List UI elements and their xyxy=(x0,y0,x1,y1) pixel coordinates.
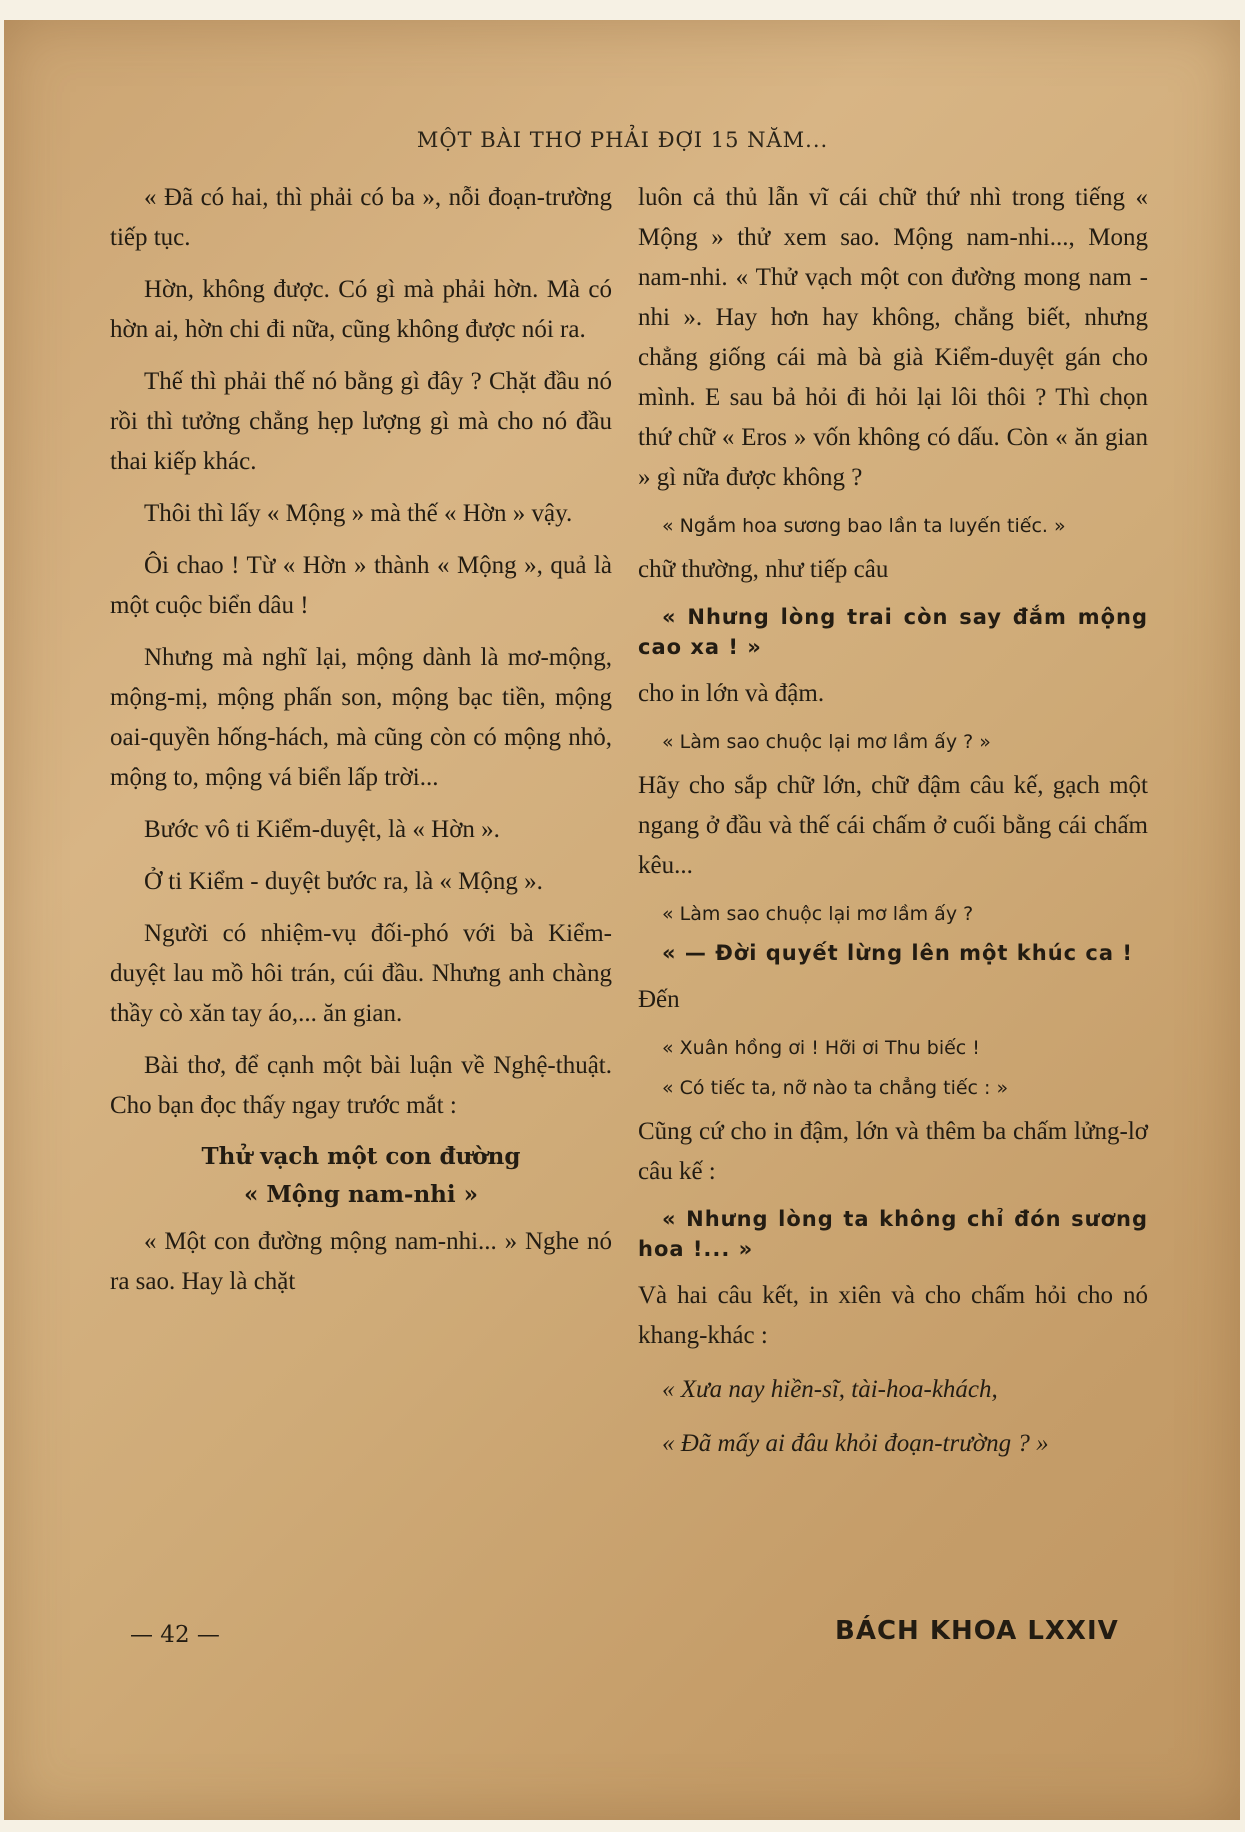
paragraph: Thế thì phải thế nó bằng gì đây ? Chặt đầu nó rồi thì tưởng chẳng hẹp lượng gì mà cho nó đầu thai kiếp khác. xyxy=(110,368,612,475)
page-number: — 42 — xyxy=(130,1622,220,1648)
paragraph: Hờn, không được. Có gì mà phải hờn. Mà có hờn ai, hờn chi đi nữa, cũng không được nói ra. xyxy=(110,276,612,343)
verse-quote-bold: « Nhưng lòng trai còn say đắm mộng cao xa ! » xyxy=(638,605,1148,659)
paragraph: Bước vô ti Kiểm-duyệt, là « Hờn ». xyxy=(144,816,500,843)
journal-issue: BÁCH KHOA LXXIV xyxy=(835,1616,1119,1646)
poem-title-line: « Mộng nam-nhi » xyxy=(243,1181,479,1208)
paragraph: Bài thơ, để cạnh một bài luận về Nghệ-thuật. Cho bạn đọc thấy ngay trước mắt : xyxy=(110,1052,612,1119)
paragraph: Thôi thì lấy « Mộng » mà thế « Hờn » vậy. xyxy=(144,500,573,527)
paragraph: Người có nhiệm-vụ đối-phó với bà Kiểm-duyệt lau mồ hôi trán, cúi đầu. Nhưng anh chàng thầy cò xăn tay áo,... ăn gian. xyxy=(110,920,612,1027)
paragraph: Và hai câu kết, in xiên và cho chấm hỏi cho nó khang-khác : xyxy=(638,1282,1148,1349)
paragraph: Ôi chao ! Từ « Hờn » thành « Mộng », quả là một cuộc biển dâu ! xyxy=(110,552,612,619)
verse-quote: « Ngắm hoa sương bao lần ta luyến tiếc. » xyxy=(662,515,1066,537)
verse-quote-bold: « — Đời quyết lừng lên một khúc ca ! xyxy=(662,941,1133,965)
verse-quote: « Làm sao chuộc lại mơ lầm ấy ? » xyxy=(662,731,991,753)
paragraph: « Một con đường mộng nam-nhi... » Nghe nó ra sao. Hay là chặt xyxy=(110,1228,612,1295)
right-column xyxy=(638,178,1148,1464)
paragraph: chữ thường, như tiếp câu xyxy=(638,556,889,583)
paragraph: Nhưng mà nghĩ lại, mộng dành là mơ-mộng, mộng-mị, mộng phấn son, mộng bạc tiền, mộng oai-quyền hống-hách, mà cũng còn có mộng nhỏ, mộng to, mộng vá biển lấp trời... xyxy=(110,644,612,791)
paragraph: cho in lớn và đậm. xyxy=(638,680,825,707)
verse-line: « Xưa nay hiền-sĩ, tài-hoa-khách, xyxy=(662,1376,998,1403)
paragraph: « Đã có hai, thì phải có ba », nỗi đoạn-trường tiếp tục. xyxy=(110,184,612,251)
verse-quote: « Xuân hồng ơi ! Hỡi ơi Thu biếc ! xyxy=(662,1037,980,1059)
verse-quote-bold: « Nhưng lòng ta không chỉ đón sương hoa !... » xyxy=(638,1207,1148,1261)
paragraph: Ở ti Kiểm - duyệt bước ra, là « Mộng ». xyxy=(144,868,543,895)
poem-title xyxy=(110,1138,612,1214)
paragraph: Đến xyxy=(638,986,680,1013)
running-head: MỘT BÀI THƠ PHẢI ĐỢI 15 NĂM... xyxy=(416,128,829,152)
verse-quote: « Có tiếc ta, nỡ nào ta chẳng tiếc : » xyxy=(662,1077,1009,1099)
left-column xyxy=(110,178,612,1314)
paragraph: Cũng cứ cho in đậm, lớn và thêm ba chấm lửng-lơ câu kế : xyxy=(638,1118,1148,1185)
poem-title-line: Thử vạch một con đường xyxy=(201,1143,521,1170)
paragraph: Hãy cho sắp chữ lớn, chữ đậm câu kế, gạch một ngang ở đầu và thế cái chấm ở cuối bằng cái chấm kêu... xyxy=(638,772,1148,879)
verse-line: « Đã mấy ai đâu khỏi đoạn-trường ? » xyxy=(662,1430,1049,1457)
verse-quote: « Làm sao chuộc lại mơ lầm ấy ? xyxy=(662,903,974,925)
paragraph: luôn cả thủ lẫn vĩ cái chữ thứ nhì trong tiếng « Mộng » thử xem sao. Mộng nam-nhi..., Mong nam-nhi. « Thử vạch một con đường mong nam - nhi ». Hay hơn hay không, chẳng biết, nhưng chẳng giống cái mà bà già Kiểm-duyệt gán cho mình. E sau bả hỏi đi hỏi lại lôi thôi ? Thì chọn thứ chữ « Eros » vốn không có dấu. Còn « ăn gian » gì nữa được không ? xyxy=(638,184,1148,491)
